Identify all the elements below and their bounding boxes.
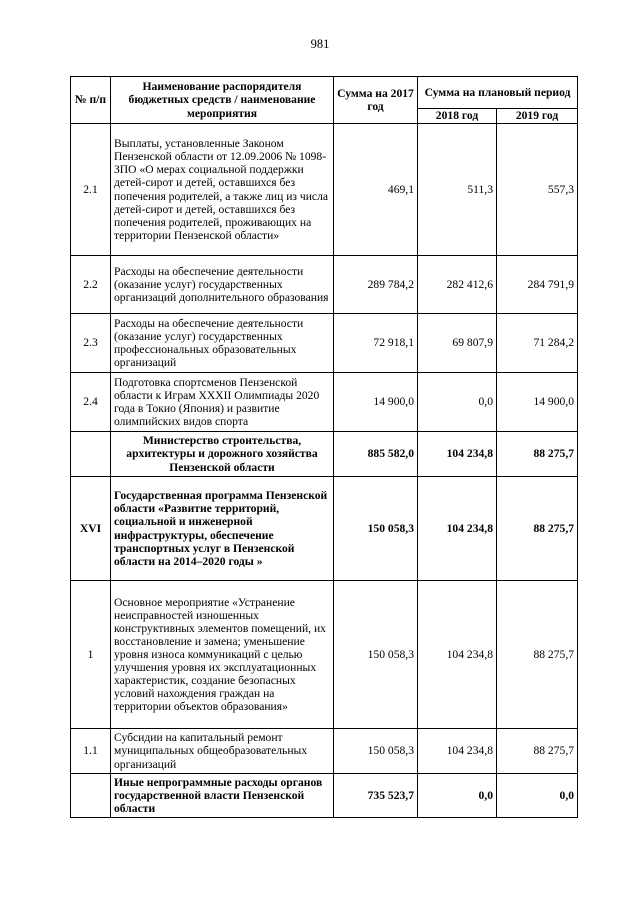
row-name: Подготовка спортсменов Пензенской области к Играм XXXII Олимпиады 2020 года в Токио (Япония) и развитие олимпийских видов спорта	[111, 373, 334, 432]
header-num: № п/п	[71, 77, 111, 124]
row-name: Министерство строительства, архитектуры и дорожного хозяйства Пензенской области	[111, 432, 334, 477]
row-sum-2017: 72 918,1	[334, 314, 418, 373]
row-sum-2018: 69 807,9	[418, 314, 497, 373]
row-num: XVI	[71, 477, 111, 581]
row-sum-2018: 104 234,8	[418, 432, 497, 477]
row-sum-2017: 150 058,3	[334, 477, 418, 581]
row-sum-2019: 71 284,2	[497, 314, 578, 373]
header-plan-period: Сумма на плановый период	[418, 77, 578, 109]
table-row	[71, 581, 578, 729]
table-row	[71, 729, 578, 774]
row-num: 1.1	[71, 729, 111, 774]
row-num: 2.4	[71, 373, 111, 432]
row-sum-2017: 885 582,0	[334, 432, 418, 477]
header-2019: 2019 год	[497, 109, 578, 124]
row-sum-2018: 0,0	[418, 774, 497, 818]
budget-table	[70, 76, 578, 818]
row-name: Расходы на обеспечение деятельности (оказание услуг) государственных профессиональных образовательных организаций	[111, 314, 334, 373]
row-sum-2017: 14 900,0	[334, 373, 418, 432]
row-name: Основное мероприятие «Устранение неисправностей изношенных конструктивных элементов помещений, их восстановление и замена; уменьшение уровня износа коммуникаций с целью улучшения уровня их эксплуатационных характеристик, создание безопасных условий нахождения граждан на территории объектов образования»	[111, 581, 334, 729]
table-row	[71, 373, 578, 432]
row-sum-2017: 150 058,3	[334, 729, 418, 774]
header-name: Наименование распорядителя бюджетных средств / наименование мероприятия	[111, 77, 334, 124]
row-sum-2018: 0,0	[418, 373, 497, 432]
table-row	[71, 256, 578, 314]
row-sum-2018: 104 234,8	[418, 581, 497, 729]
row-sum-2019: 88 275,7	[497, 477, 578, 581]
header-2017: Сумма на 2017 год	[334, 77, 418, 124]
table-row	[71, 477, 578, 581]
row-sum-2019: 557,3	[497, 124, 578, 256]
row-num: 2.2	[71, 256, 111, 314]
row-sum-2018: 104 234,8	[418, 729, 497, 774]
row-sum-2017: 289 784,2	[334, 256, 418, 314]
row-sum-2018: 282 412,6	[418, 256, 497, 314]
row-sum-2019: 14 900,0	[497, 373, 578, 432]
row-sum-2017: 469,1	[334, 124, 418, 256]
row-num: 2.3	[71, 314, 111, 373]
row-num: 2.1	[71, 124, 111, 256]
row-sum-2019: 88 275,7	[497, 729, 578, 774]
table-row	[71, 314, 578, 373]
row-sum-2017: 150 058,3	[334, 581, 418, 729]
row-sum-2019: 0,0	[497, 774, 578, 818]
row-num	[71, 774, 111, 818]
page-number: 981	[310, 37, 330, 51]
row-sum-2018: 511,3	[418, 124, 497, 256]
row-num: 1	[71, 581, 111, 729]
row-num	[71, 432, 111, 477]
table-row	[71, 432, 578, 477]
row-sum-2019: 284 791,9	[497, 256, 578, 314]
table-row	[71, 124, 578, 256]
table-row	[71, 774, 578, 818]
header-2018: 2018 год	[418, 109, 497, 124]
row-name: Выплаты, установленные Законом Пензенской области от 12.09.2006 № 1098-ЗПО «О мерах социальной поддержки детей-сирот и детей, оставшихся без попечения родителей, а также лиц из числа детей-сирот и детей, оставшихся без попечения родителей, проживающих на территории Пензенской области»	[111, 124, 334, 256]
row-name: Субсидии на капитальный ремонт муниципальных общеобразовательных организаций	[111, 729, 334, 774]
row-sum-2019: 88 275,7	[497, 432, 578, 477]
row-name: Расходы на обеспечение деятельности (оказание услуг) государственных организаций дополнительного образования	[111, 256, 334, 314]
row-name: Иные непрограммные расходы органов государственной власти Пензенской области	[111, 774, 334, 818]
row-sum-2018: 104 234,8	[418, 477, 497, 581]
row-sum-2019: 88 275,7	[497, 581, 578, 729]
row-name: Государственная программа Пензенской области «Развитие территорий, социальной и инженерной инфраструктуры, обеспечение транспортных услуг в Пензенской области на 2014–2020 годы »	[111, 477, 334, 581]
row-sum-2017: 735 523,7	[334, 774, 418, 818]
